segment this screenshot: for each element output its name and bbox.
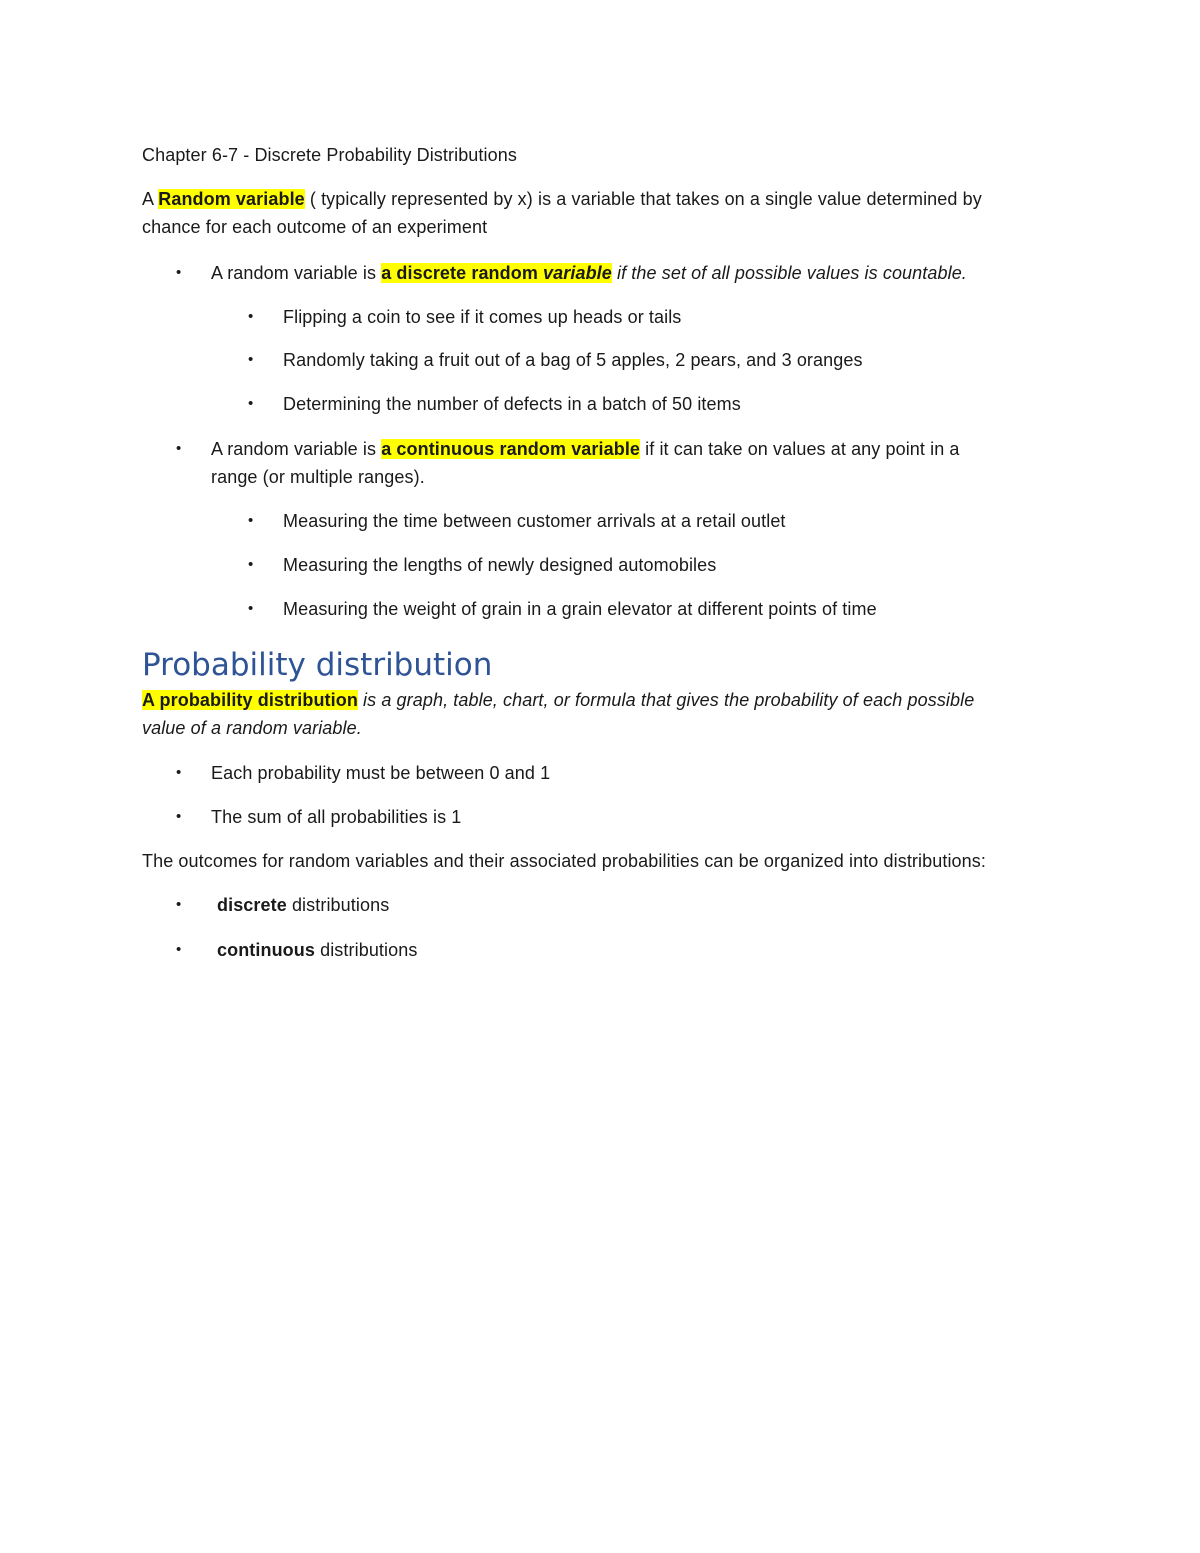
intro-line-1: A Random variable ( typically represented by x) is a variable that takes on a single value determined by <box>142 189 982 209</box>
list-item: Measuring the time between customer arrivals at a retail outlet <box>283 511 786 531</box>
list-item: Flipping a coin to see if it comes up heads or tails <box>283 307 682 327</box>
discrete-term: a discrete random variable <box>381 263 612 283</box>
distribution-definition-line-2: value of a random variable. <box>142 718 362 738</box>
bullet-icon: • <box>248 600 254 617</box>
list-item: The sum of all probabilities is 1 <box>211 807 462 827</box>
random-variable-term: Random variable <box>158 189 305 209</box>
distribution-definition: A probability distribution is a graph, table, chart, or formula that gives the probability of each possible <box>142 690 975 710</box>
outcomes-paragraph: The outcomes for random variables and their associated probabilities can be organized into distributions: <box>142 851 986 871</box>
list-item: Measuring the weight of grain in a grain elevator at different points of time <box>283 599 877 619</box>
bullet-icon: • <box>248 512 254 529</box>
section-heading: Probability distribution <box>142 647 493 683</box>
chapter-title: Chapter 6-7 - Discrete Probability Distributions <box>142 145 517 165</box>
bullet-icon: • <box>176 264 182 281</box>
list-item: discrete distributions <box>217 895 390 915</box>
bullet-icon: • <box>248 308 254 325</box>
bullet-icon: • <box>176 941 182 958</box>
bullet-icon: • <box>176 440 182 457</box>
discrete-definition: A random variable is a discrete random variable if the set of all possible values is countable. <box>211 263 967 283</box>
bullet-icon: • <box>176 896 182 913</box>
list-item: Randomly taking a fruit out of a bag of 5 apples, 2 pears, and 3 oranges <box>283 350 863 370</box>
continuous-definition-line-2: range (or multiple ranges). <box>211 467 425 487</box>
continuous-definition: A random variable is a continuous random variable if it can take on values at any point in a <box>211 439 960 459</box>
bullet-icon: • <box>176 764 182 781</box>
bullet-icon: • <box>248 351 254 368</box>
list-item: continuous distributions <box>217 940 418 960</box>
bullet-icon: • <box>248 556 254 573</box>
intro-line-2: chance for each outcome of an experiment <box>142 217 488 237</box>
probability-distribution-term: A probability distribution <box>142 690 358 710</box>
continuous-term: a continuous random variable <box>381 439 641 459</box>
list-item: Each probability must be between 0 and 1 <box>211 763 551 783</box>
bullet-icon: • <box>248 395 254 412</box>
list-item: Determining the number of defects in a batch of 50 items <box>283 394 741 414</box>
bullet-icon: • <box>176 808 182 825</box>
list-item: Measuring the lengths of newly designed automobiles <box>283 555 717 575</box>
